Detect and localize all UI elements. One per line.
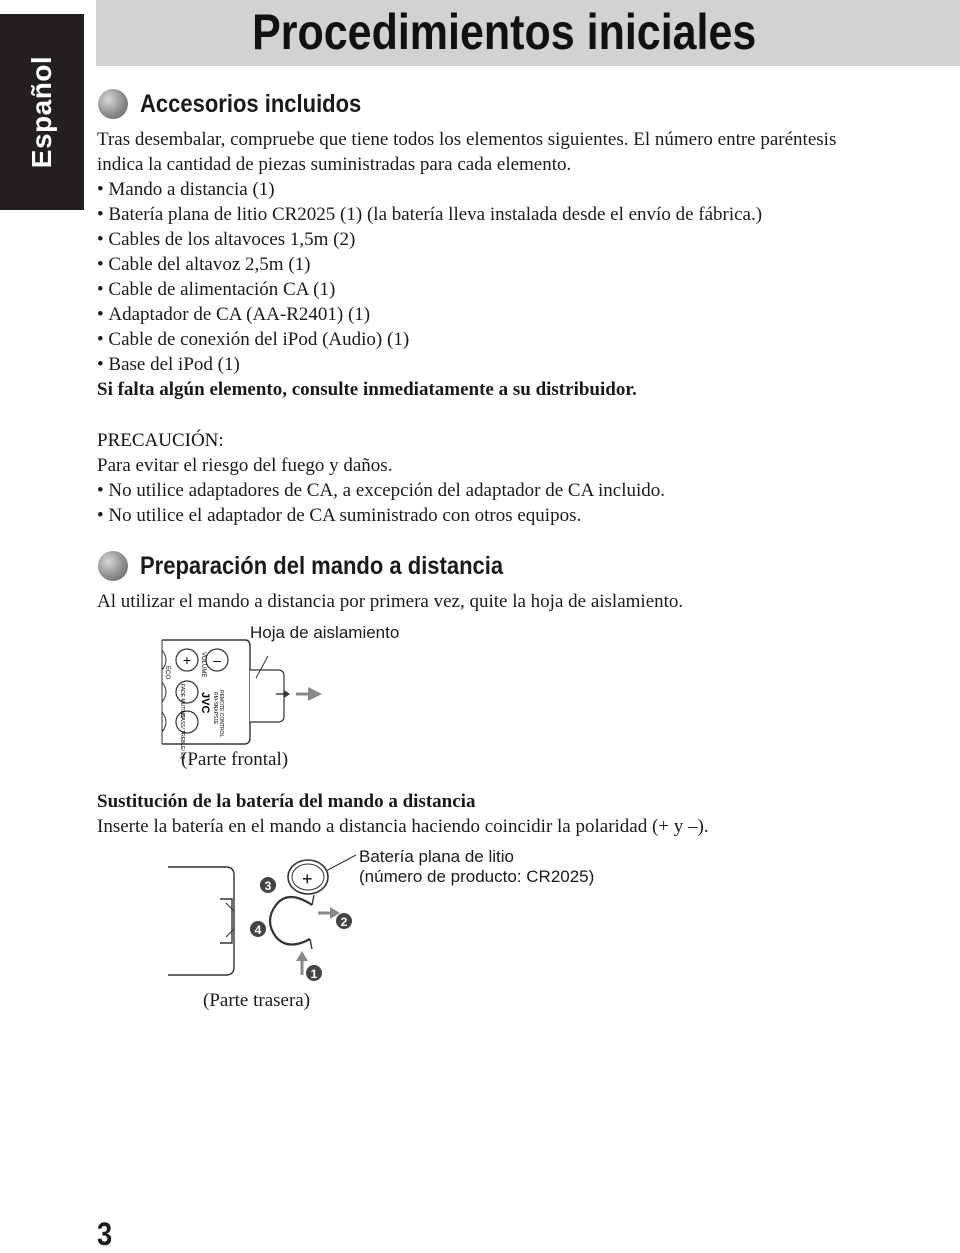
list-item: • Mando a distancia (1) (97, 177, 917, 202)
eco-label: ECO (164, 666, 170, 680)
section-title-remote: Preparación del mando a distancia (140, 551, 504, 580)
battery-replacement (97, 789, 917, 839)
accessories-body (97, 127, 917, 402)
missing-items-warning: Si falta algún elemento, consulte inmediatamente a su distribuidor. (97, 379, 637, 400)
accessories-list (97, 177, 917, 377)
remote-back-figure (160, 845, 360, 990)
section-title-accessories: Accesorios incluidos (140, 89, 362, 118)
list-item: • Cable del altavoz 2,5m (1) (97, 252, 917, 277)
bullet-ball-icon (98, 89, 128, 119)
volume-label: VOLUME (200, 652, 206, 678)
language-tab (0, 14, 84, 210)
remote-control-label: REMOTE CONTROL (218, 690, 224, 738)
list-item: • No utilice adaptadores de CA, a excepción del adaptador de CA incluido. (97, 478, 917, 503)
caution-list (97, 478, 917, 528)
bullet-ball-icon (98, 551, 128, 581)
section-heading-accessories (98, 86, 391, 122)
battery-replacement-heading: Sustitución de la batería del mando a distancia (97, 791, 476, 812)
caution-text: Para evitar el riesgo del fuego y daños. (97, 455, 393, 476)
list-item: • Cables de los altavoces 1,5m (2) (97, 227, 917, 252)
front-caption: (Parte frontal) (181, 749, 289, 770)
caution-block (97, 428, 917, 528)
battery-callout-line-2: (número de producto: CR2025) (359, 867, 595, 886)
remote-intro-text: Al utilizar el mando a distancia por primera vez, quite la hoja de aislamiento. (97, 591, 684, 612)
list-item: • Cable de conexión del iPod (Audio) (1) (97, 327, 917, 352)
model-label: RM-SNXPS1E (212, 692, 218, 725)
accessories-intro-line-2: indica la cantidad de piezas suministradas para cada elemento. (97, 154, 572, 175)
section-heading-remote (98, 548, 553, 584)
battery-replacement-text: Inserte la batería en el mando a distancia haciendo coincidir la polaridad (+ y –). (97, 816, 709, 837)
battery-tray-drawing (270, 897, 312, 945)
insulation-sheet-drawing (250, 670, 284, 722)
list-item: • Adaptador de CA (AA-R2401) (1) (97, 302, 917, 327)
step-3-number: 3 (264, 879, 272, 893)
battery-callout-line-1: Batería plana de litio (359, 847, 514, 866)
page-number: 3 (97, 1216, 113, 1252)
accessories-intro-line-1: Tras desembalar, compruebe que tiene todos los elementos siguientes. El número entre paréntesis (97, 129, 837, 150)
list-item: • Cable de alimentación CA (1) (97, 277, 917, 302)
step-4-number: 4 (254, 923, 262, 937)
battery-callout-leader (326, 855, 356, 871)
back-caption: (Parte trasera) (203, 990, 311, 1011)
caution-heading: PRECAUCIÓN: (97, 430, 224, 451)
list-item: • Batería plana de litio CR2025 (1) (la batería lleva instalada desde el envío de fábrica.) (97, 202, 917, 227)
fade-muting-label: FADE MUTING (179, 684, 185, 719)
remote-intro (97, 589, 917, 614)
minus-symbol: – (213, 652, 221, 668)
bass-treble-label: BASS/ TREBLE/ EQ (179, 714, 185, 760)
step-1-number: 1 (310, 967, 318, 981)
insulation-sheet-callout: Hoja de aislamiento (250, 623, 400, 642)
plus-symbol: + (182, 652, 192, 668)
battery-plus-symbol: + (302, 869, 313, 889)
step-2-number: 2 (340, 915, 348, 929)
remote-back-outline (168, 867, 234, 975)
page-title: Procedimientos iniciales (251, 4, 756, 60)
list-item: • No utilice el adaptador de CA suministrado con otros equipos. (97, 503, 917, 528)
title-bar (96, 0, 960, 66)
language-tab-label: Español (26, 55, 57, 169)
jvc-logo-text: JVC (199, 692, 211, 714)
list-item: • Base del iPod (1) (97, 352, 917, 377)
